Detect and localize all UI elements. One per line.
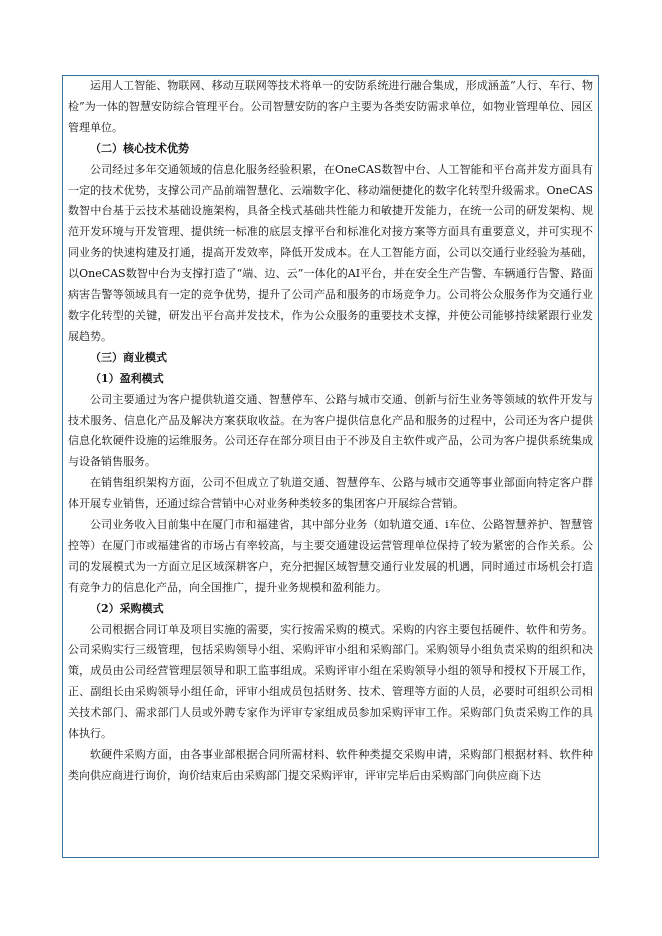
paragraph-smart-security: 运用人工智能、物联网、移动互联网等技术将单一的安防系统进行融合集成，形成涵盖“人行、车行、物检”为一体的智慧安防综合管理平台。公司智慧安防的客户主要为各类安防需求单位，如物业管理单位、园区管理单位。 [68, 79, 593, 134]
paragraph-procurement: 公司根据合同订单及项目实施的需要，实行按需采购的模式。采购的内容主要包括硬件、软件和劳务。公司采购实行三级管理，包括采购领导小组、采购评审小组和采购部门。采购领导小组负责采购的组织和决策，成员由公司经营管理层领导和职工监事组成。采购评审小组在采购领导小组的领导和授权下开展工作，正、副组长由采购领导小组任命，评审小组成员包括财务、技术、管理等方面的人员，必要时可组织公司相关技术部门、需求部门人员或外聘专家作为评审专家组成员参加采购评审工作。采购部门负责采购工作的具体执行。 [68, 622, 593, 741]
heading-procurement-model: （2）采购模式 [90, 601, 164, 615]
document-body [68, 76, 593, 787]
heading-profit-model: （1）盈利模式 [90, 371, 164, 385]
paragraph-regional-revenue: 公司业务收入目前集中在厦门市和福建省，其中部分业务（如轨道交通、i车位、公路智慧养护、智慧管控等）在厦门市或福建省的市场占有率较高，与主要交通建设运营管理单位保持了较为紧密的合作关系。公司的发展模式为一方面立足区域深耕客户，充分把握区域智慧交通行业发展的机遇，同时通过市场机会打造有竞争力的信息化产品，向全国推广，提升业务规模和盈利能力。 [68, 518, 593, 594]
heading-business-model: （三）商业模式 [90, 350, 167, 364]
paragraph-hardware-software-procurement: 软硬件采购方面，由各事业部根据合同所需材料、软件种类提交采购申请，采购部门根据材料、软件种类向供应商进行询价，询价结束后由采购部门提交采购评审，评审完毕后由采购部门向供应商下达 [68, 748, 593, 782]
heading-core-tech-advantage: （二）核心技术优势 [90, 141, 189, 155]
paragraph-profit-model: 公司主要通过为客户提供轨道交通、智慧停车、公路与城市交通、创新与衍生业务等领域的软件开发与技术服务、信息化产品及解决方案获取收益。在为客户提供信息化产品和服务的过程中，公司还为客户提供信息化软硬件设施的运维服务。公司还存在部分项目由于不涉及自主软件或产品，公司为客户提供系统集成与设备销售服务。 [68, 392, 593, 469]
paragraph-core-tech: 公司经过多年交通领域的信息化服务经验积累，在OneCAS数智中台、人工智能和平台高并发方面具有一定的技术优势，支撑公司产品前端智慧化、云端数字化、移动端便捷化的数字化转型升级需求。OneCAS数智中台基于云技术基础设施架构，具备全栈式基础共性能力和敏捷开发能力，在统一公司的研发架构、规范开发环境与开发管理、提供统一标准的底层支撑平台和标准化对接方案等方面具有重要意义，并可实现不同业务的快速构建及打通，提高开发效率，降低开发成本。在人工智能方面，公司以交通行业经验为基础，以OneCAS数智中台为支撑打造了“端、边、云”一体化的AI平台，并在安全生产告警、车辆通行告警、路面病害告警等领域具有一定的竞争优势，提升了公司产品和服务的市场竞争力。公司将公众服务作为交通行业数字化转型的关键，研发出平台高并发技术，作为公众服务的重要技术支撑，并使公司能够持续紧跟行业发展趋势。 [68, 162, 593, 343]
paragraph-sales-organization: 在销售组织架构方面，公司不但成立了轨道交通、智慧停车、公路与城市交通等事业部面向特定客户群体开展专业销售，还通过综合营销中心对业务种类较多的集团客户开展综合营销。 [68, 476, 593, 511]
